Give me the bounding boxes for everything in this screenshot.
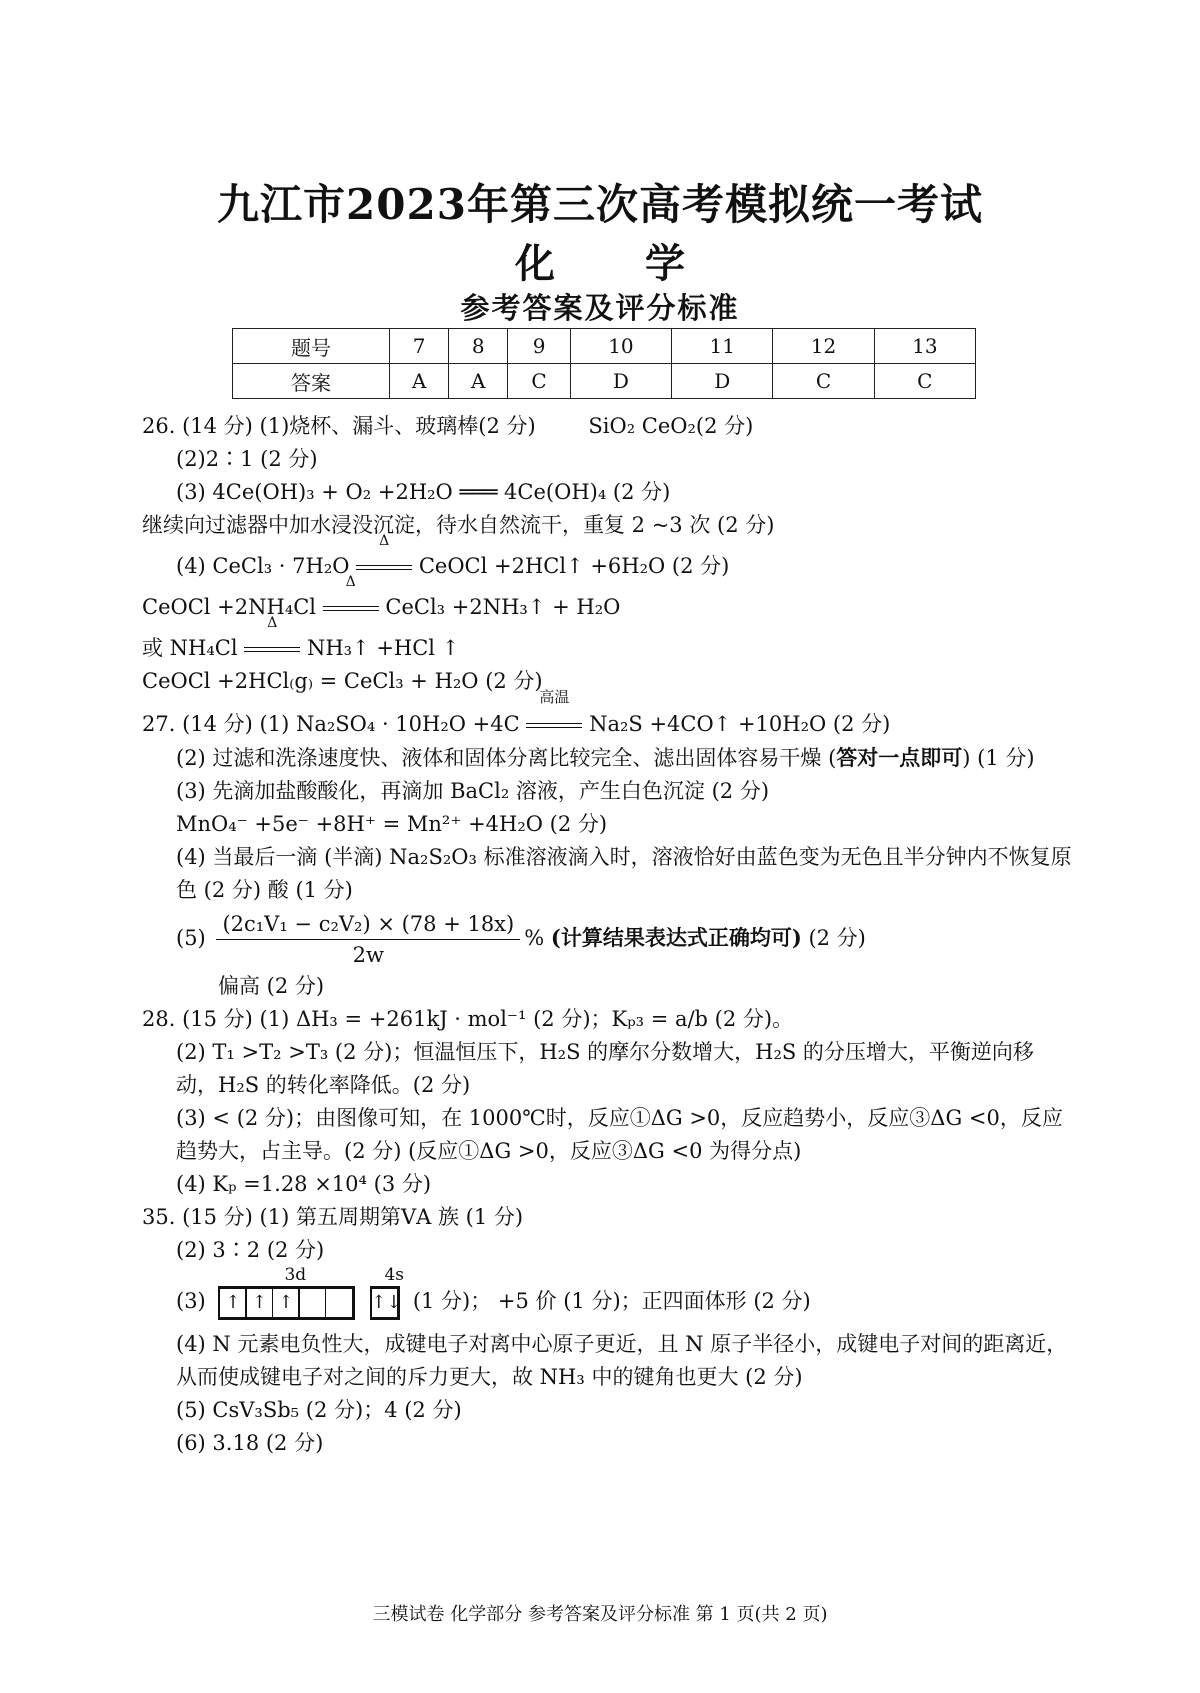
eq-right: NH₃↑ +HCl ↑ bbox=[306, 636, 460, 660]
table-row bbox=[233, 329, 976, 364]
q27-part5-note: (计算结果表达式正确均可) bbox=[550, 925, 802, 950]
q27-part3: (3) 先滴加盐酸酸化，再滴加 BaCl₂ 溶液，产生白色沉淀 (2 分) bbox=[176, 779, 770, 803]
page-title: 九江市2023年第三次高考模拟统一考试 bbox=[217, 180, 983, 229]
delta-sign: Δ bbox=[345, 574, 356, 590]
label-4s: 4s bbox=[384, 1265, 404, 1286]
q26-part3-wash: 继续向过滤器中加水浸没沉淀，待水自然流干，重复 2 ~3 次 (2 分) bbox=[142, 513, 775, 537]
row-label: 题号 bbox=[233, 329, 390, 364]
table-cell: 7 bbox=[390, 329, 449, 364]
q28-part4: (4) Kₚ =1.28 ×10⁴ (3 分) bbox=[176, 1172, 432, 1196]
eq-left: CeOCl +2NH₄Cl bbox=[142, 595, 317, 619]
q26-part4-eq3 bbox=[142, 615, 1072, 665]
fraction-numerator: (2c₁V₁ − c₂V₂) × (78 + 18x) bbox=[216, 909, 520, 940]
q27-part5-label: (5) bbox=[176, 926, 206, 950]
fraction bbox=[216, 909, 520, 970]
q26-part4-eq4: CeOCl +2HCl₍g₎ = CeCl₃ + H₂O (2 分) bbox=[142, 669, 543, 693]
table-cell: 9 bbox=[508, 329, 570, 364]
page-footer: 三模试卷 化学部分 参考答案及评分标准 第 1 页(共 2 页) bbox=[372, 1604, 828, 1625]
table-cell: C bbox=[874, 364, 975, 399]
heat-arrow bbox=[244, 615, 300, 665]
subject-heading: 化学 bbox=[515, 240, 775, 287]
table-cell: D bbox=[570, 364, 671, 399]
q35-part3-label: (3) bbox=[176, 1289, 206, 1313]
answer-table bbox=[232, 328, 976, 399]
q26-part4-eq1 bbox=[142, 533, 1072, 583]
table-row bbox=[233, 364, 976, 399]
eq-left: (4) CeCl₃ · 7H₂O bbox=[176, 554, 350, 578]
q35-part3 bbox=[142, 1265, 1072, 1320]
table-cell: 8 bbox=[449, 329, 508, 364]
q35-part5: (5) CsV₃Sb₅ (2 分)；4 (2 分) bbox=[176, 1397, 462, 1422]
answer-content bbox=[142, 410, 1072, 1460]
q35-part2: (2) 3∶2 (2 分) bbox=[176, 1238, 325, 1262]
q28-part1: 28. (15 分) (1) ΔH₃ = +261kJ · mol⁻¹ (2 分)；Kₚ₃ = a/b (2 分)。 bbox=[142, 1007, 794, 1031]
q27-part2-score: ) (1 分) bbox=[962, 746, 1035, 770]
percent-sign: % bbox=[524, 926, 545, 950]
label-3d: 3d bbox=[284, 1265, 307, 1286]
q27-part5 bbox=[142, 909, 1072, 970]
orbital-box: ↑↓ bbox=[370, 1288, 398, 1318]
subtitle: 参考答案及评分标准 bbox=[460, 291, 740, 325]
table-cell: A bbox=[449, 364, 508, 399]
high-temp-arrow bbox=[526, 688, 582, 741]
delta-sign: Δ bbox=[379, 533, 390, 549]
table-cell: D bbox=[672, 364, 773, 399]
q27-part2-text: (2) 过滤和洗涤速度快、液体和固体分离比较完全、滤出固体容易干燥 ( bbox=[176, 746, 837, 770]
q26-line bbox=[142, 410, 1072, 443]
table-cell: 12 bbox=[773, 329, 874, 364]
eq-right: CeOCl +2HCl↑ +6H₂O (2 分) bbox=[418, 554, 730, 578]
eq-left: 27. (14 分) (1) Na₂SO₄ · 10H₂O +4C bbox=[142, 712, 520, 736]
q26-part3: (3) 4Ce(OH)₃ + O₂ +2H₂O ═══ 4Ce(OH)₄ (2 分) bbox=[176, 480, 671, 504]
orbital-box: ↑ bbox=[245, 1288, 273, 1318]
fraction-denominator: 2w bbox=[352, 943, 384, 967]
q35-part6: (6) 3.18 (2 分) bbox=[176, 1430, 324, 1455]
q35-part4: (4) N 元素电负性大，成键电子对离中心原子更近，且 N 原子半径小，成键电子对间的距离近，从而使成键电子对之间的斥力更大，故 NH₃ 中的键角也更大 (2 分) bbox=[176, 1331, 1068, 1389]
orbital-box bbox=[298, 1288, 326, 1318]
q26-part2: (2)2∶1 (2 分) bbox=[176, 447, 318, 471]
q26-part1: 26. (14 分) (1)烧杯、漏斗、玻璃棒(2 分) bbox=[142, 414, 536, 438]
orbital-box bbox=[325, 1288, 353, 1318]
eq-left: 或 NH₄Cl bbox=[142, 636, 238, 660]
row-label: 答案 bbox=[233, 364, 390, 399]
eq-right: Na₂S +4CO↑ +10H₂O (2 分) bbox=[589, 712, 891, 736]
table-cell: C bbox=[773, 364, 874, 399]
table-cell: 11 bbox=[672, 329, 773, 364]
eq-right: CeCl₃ +2NH₃↑ + H₂O bbox=[385, 595, 621, 619]
q27-part1 bbox=[142, 688, 1072, 741]
q26-part1-b: SiO₂ CeO₂(2 分) bbox=[588, 414, 754, 438]
q27-part3-eq: MnO₄⁻ +5e⁻ +8H⁺ = Mn²⁺ +4H₂O (2 分) bbox=[176, 812, 608, 836]
orbital-box: ↑ bbox=[219, 1288, 247, 1318]
table-cell: A bbox=[390, 364, 449, 399]
q27-part2-note: 答对一点即可 bbox=[836, 745, 963, 770]
orbital-box: ↑ bbox=[272, 1288, 300, 1318]
q27-part2 bbox=[142, 741, 1072, 775]
table-cell: 13 bbox=[874, 329, 975, 364]
q27-part4: (4) 当最后一滴 (半滴) Na₂S₂O₃ 标准溶液滴入时，溶液恰好由蓝色变为无色且半分钟内不恢复原色 (2 分) 酸 (1 分) bbox=[176, 845, 1072, 902]
high-temp-label: 高温 bbox=[539, 688, 570, 706]
q35-part3-text: (1 分)； +5 价 (1 分)；正四面体形 (2 分) bbox=[412, 1289, 811, 1313]
q28-part2: (2) T₁ >T₂ >T₃ (2 分)；恒温恒压下，H₂S 的摩尔分数增大，H₂S 的分压增大，平衡逆向移动，H₂S 的转化率降低。(2 分) bbox=[176, 1040, 1034, 1097]
heat-arrow bbox=[323, 574, 379, 624]
table-cell: 10 bbox=[570, 329, 671, 364]
q28-part3: (3) < (2 分)；由图像可知，在 1000℃时，反应①ΔG >0，反应趋势小，反应③ΔG <0，反应趋势大，占主导。(2 分) (反应①ΔG >0，反应③ΔG <0 为得分点) bbox=[176, 1106, 1063, 1163]
q27-part5-score: (2 分) bbox=[808, 926, 866, 950]
q27-part5-extra: 偏高 (2 分) bbox=[218, 974, 325, 998]
delta-sign: Δ bbox=[267, 615, 278, 631]
q35-part1: 35. (15 分) (1) 第五周期第ⅤA 族 (1 分) bbox=[142, 1205, 524, 1229]
orbital-diagram bbox=[218, 1265, 404, 1320]
table-cell: C bbox=[508, 364, 570, 399]
